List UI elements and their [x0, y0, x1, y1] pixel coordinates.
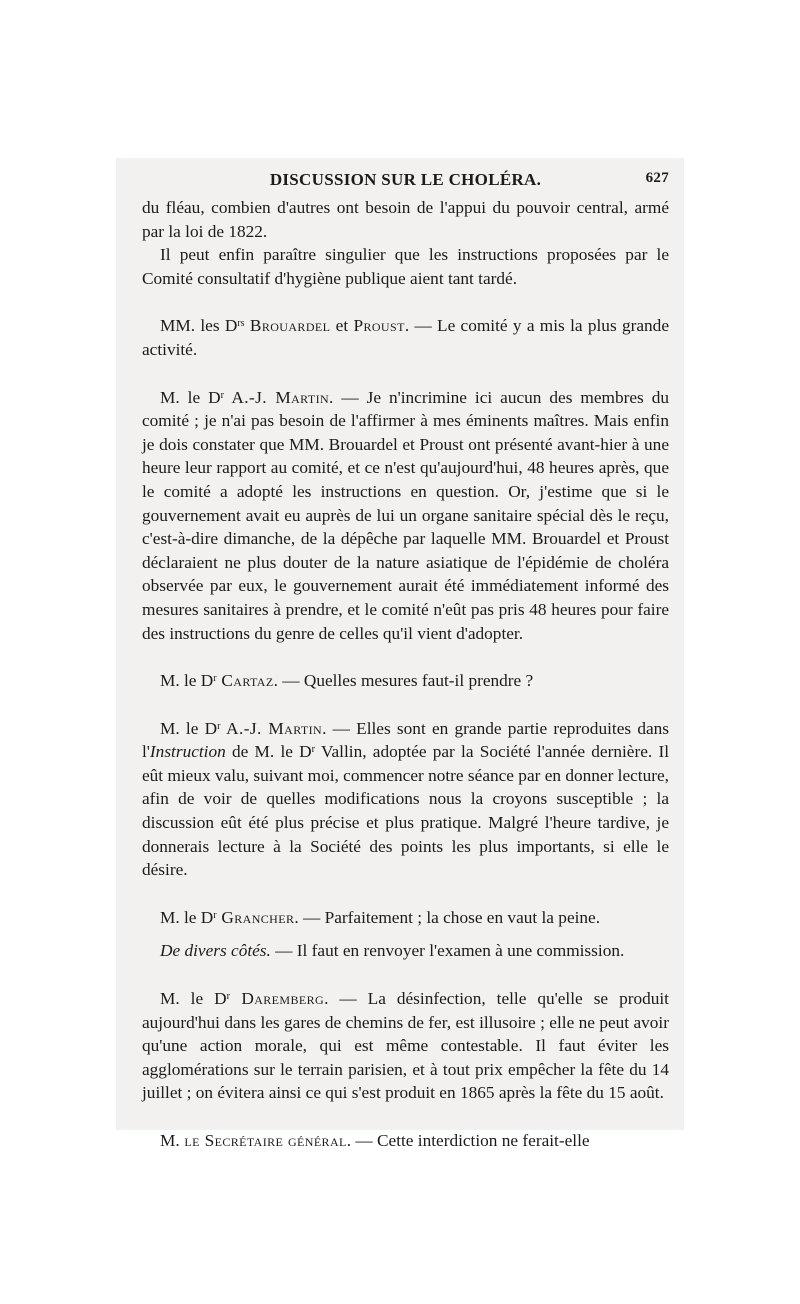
paragraph-continuation: du fléau, combien d'autres ont besoin de l'appui du pouvoir central, armé par la loi de 1822.: [142, 198, 669, 241]
speech-brouardel-proust: [142, 314, 669, 361]
speech-daremberg: [142, 987, 669, 1105]
speech-martin-2: [142, 717, 669, 882]
speech-grancher: [142, 906, 669, 930]
speaker-title-sup: r: [213, 673, 217, 685]
speech-text: . — Parfaitement ; la chose en vaut la peine.: [294, 907, 601, 927]
speech-text: . — Cette interdiction ne ferait-elle: [346, 1131, 590, 1150]
speaker-prefix: M. le D: [160, 907, 214, 927]
running-header: [142, 166, 669, 196]
speech-divers: [142, 939, 669, 963]
speech-secretaire: [142, 1129, 669, 1153]
speaker-title-sup: r: [226, 991, 230, 1003]
speaker-name: le Secrétaire général: [179, 1131, 347, 1150]
speech-cartaz: [142, 669, 669, 693]
speaker-prefix: M. le D: [160, 671, 214, 691]
speaker-name: Brouardel: [249, 316, 331, 336]
speech-text: . — Le comité y a mis la plus grande activité.: [142, 316, 669, 359]
speech-text: . — Elles sont en grande partie reproduites dans l': [142, 718, 669, 762]
speaker-connector: et: [330, 316, 354, 336]
speaker-title-sup: rs: [237, 318, 245, 330]
speaker-prefix: M. le D: [160, 387, 221, 407]
paragraph-instructions: Il peut enfin paraître singulier que les instructions proposées par le Comité consultatif d'hygiène publique aient tant tardé.: [142, 245, 669, 288]
speech-text: . — Quelles mesures faut-il prendre ?: [273, 671, 534, 691]
italic-title: Instruction: [149, 742, 226, 762]
speaker-prefix: M. le D: [160, 718, 218, 738]
speaker-prefix: M. le D: [160, 989, 227, 1009]
title-sup: r: [311, 744, 316, 756]
document-body: [142, 166, 669, 1153]
speech-text-end: Vallin, adoptée par la Société l'année dernière. Il eût mieux valu, suivant moi, commencer notre séance par en donner lecture, afin de voir de quelles modifications nous la croyons susceptible ; la discussion eût été plus précise et plus pratique. Malgré l'heure tardive, je donnerais lecture à la Société des points les plus importants, si elle le désire.: [142, 742, 670, 880]
speech-text: . — La désinfection, telle qu'elle se produit aujourd'hui dans les gares de chemins de fer, est illusoire ; elle ne peut avoir qu'une action morale, qui est même contestable. Il faut éviter les agglomérations sur le terrain parisien, et à tout prix empêcher la fête du 14 juillet ; on évitera ainsi ce qui s'est produit en 1865 après la fête du 15 août.: [142, 989, 669, 1103]
speech-martin-1: [142, 386, 669, 646]
speech-text: . — Je n'incrimine ici aucun des membres du comité ; je n'ai pas besoin de l'affirmer à mes éminents maîtres. Mais enfin je dois constater que MM. Brouardel et Proust ont présenté avant-hier à une heure leur rapport au comité, et ce n'est qu'aujourd'hui, 48 heures après, que le comité a adopté les instructions en question. Or, j'estime que si le gouvernement avait eu auprès de lui un organe sanitaire spécial dès le reçu, c'est-à-dire dimanche, de la dépêche par laquelle MM. Brouardel et Proust déclaraient ne plus douter de la nature asiatique de l'épidémie de choléra observée par eux, le gouvernement aurait été immédiatement informé des mesures sanitaires à prendre, et le comité n'eût pas pris 48 heures pour faire des instructions du genre de celles qu'il vient d'adopter.: [142, 387, 670, 643]
speaker-name: Grancher: [216, 907, 295, 927]
speaker-name: A.-J. Martin: [223, 387, 330, 407]
speaker-title-sup: r: [217, 720, 221, 732]
speaker-title-sup: r: [220, 389, 224, 401]
speaker-prefix: MM. les D: [160, 316, 238, 336]
speaker-name: A.-J. Martin: [220, 718, 323, 738]
speaker-prefix: M.: [160, 1131, 180, 1150]
speaker-name: Cartaz: [216, 671, 274, 691]
running-title: DISCUSSION SUR LE CHOLÉRA.: [269, 170, 542, 189]
speech-text-cont: de M. le D: [225, 742, 312, 762]
speech-text: — Il faut en renvoyer l'examen à une commission.: [270, 941, 625, 961]
speaker-name-2: Proust: [353, 316, 405, 336]
speaker-italic: De divers côtés.: [160, 941, 271, 961]
speaker-name: Daremberg: [229, 989, 325, 1009]
page-number: 627: [645, 170, 669, 186]
speaker-title-sup: r: [213, 909, 217, 921]
